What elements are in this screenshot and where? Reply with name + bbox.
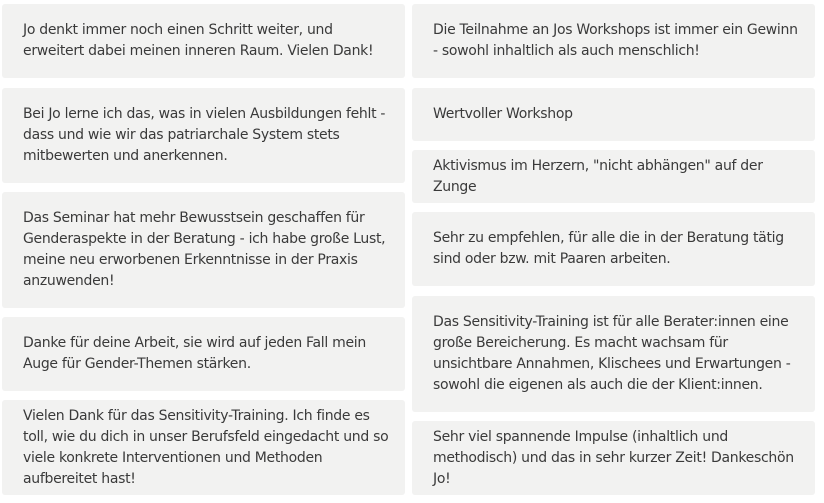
- testimonial-text: Sehr zu empfehlen, für alle die in der Beratung tätig sind oder bzw. mit Paaren arbeiten.: [433, 230, 784, 267]
- testimonial-text: Danke für deine Arbeit, sie wird auf jeden Fall mein Auge für Gender-Themen stärken.: [23, 335, 366, 372]
- testimonial-card: [412, 421, 815, 495]
- testimonial-text: Vielen Dank für das Sensitivity-Training. Ich finde es toll, wie du dich in unser Berufsfeld eingedacht und so viele konkrete Interventionen und Methoden aufbereitet hast!: [23, 407, 389, 487]
- testimonial-card: [2, 192, 405, 308]
- testimonial-card: [412, 296, 815, 412]
- testimonial-card: [412, 150, 815, 203]
- testimonial-text: Das Seminar hat mehr Bewusstsein geschaffen für Genderaspekte in der Beratung - ich habe große Lust, meine neu erworbenen Erkenntnisse in der Praxis anzuwenden!: [23, 210, 386, 289]
- testimonial-text: Wertvoller Workshop: [433, 106, 573, 122]
- testimonial-text: Das Sensitivity-Training ist für alle Berater:innen eine große Bereicherung. Es macht wachsam für unsichtbare Annahmen, Klischees und Erwartungen - sowohl die eigenen als auch die der Klient:innen.: [433, 314, 791, 393]
- testimonial-card: [412, 212, 815, 286]
- testimonial-card: [2, 88, 405, 183]
- testimonial-text: Jo denkt immer noch einen Schritt weiter, und erweitert dabei meinen inneren Raum. Vielen Dank!: [23, 22, 374, 59]
- testimonial-card: [2, 317, 405, 391]
- testimonial-text: Sehr viel spannende Impulse (inhaltlich und methodisch) und das in sehr kurzer Zeit! Dankeschön Jo!: [433, 428, 794, 487]
- testimonial-card: [2, 400, 405, 495]
- testimonial-card: [412, 4, 815, 78]
- testimonial-text: Die Teilnahme an Jos Workshops ist immer ein Gewinn - sowohl inhaltlich als auch menschlich!: [433, 22, 798, 59]
- testimonial-card: [412, 88, 815, 141]
- testimonial-text: Bei Jo lerne ich das, was in vielen Ausbildungen fehlt - dass und wie wir das patriarchale System stets mitbewerten und anerkennen.: [23, 106, 386, 164]
- testimonial-text: Aktivismus im Herzern, "nicht abhängen" auf der Zunge: [433, 157, 763, 195]
- testimonial-card: [2, 4, 405, 78]
